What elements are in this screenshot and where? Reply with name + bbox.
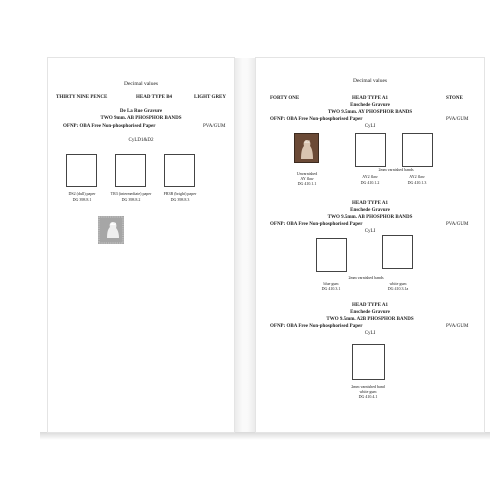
section-cylinder: CyLI: [364, 229, 376, 234]
group-label: 2mm varnished bands: [348, 275, 384, 280]
section-head-type: HEAD TYPE A1: [351, 96, 389, 101]
left-paper: OFNP: OBA Free Non-phosphorised Paper: [63, 124, 156, 129]
stamp-mount-box: [382, 235, 413, 269]
stamp-ref: DG 410.4.1: [358, 394, 378, 399]
left-printer: De La Rue Gravure: [119, 109, 163, 114]
right-color: STONE: [446, 96, 463, 101]
stamp-ref: DG 410.3.1: [321, 286, 341, 291]
left-cylinder: CyLD1&D2: [128, 138, 154, 143]
stamp-caption: AY2 flaw: [362, 174, 378, 179]
book-gutter: [234, 58, 256, 432]
stamp-caption: Unvarnished: [296, 171, 318, 176]
left-page-header: Decimal values: [123, 81, 159, 87]
section-head-type: HEAD TYPE A1: [351, 303, 389, 308]
left-gum: PVA/GUM: [203, 124, 226, 129]
stamp-mount-box: [316, 238, 347, 272]
stamp-ref: DG 410.3.1a: [387, 286, 409, 291]
left-color: LIGHT GREY: [194, 95, 226, 100]
right-page-header: Decimal values: [352, 78, 388, 84]
section-paper: OFNP: OBA Free Non-phosphorised Paper: [270, 222, 363, 227]
stamp-caption: FR3B (bright) paper: [163, 191, 197, 196]
page-shadow: [40, 432, 490, 440]
section-cylinder: CyLI: [364, 124, 376, 129]
stamp-ref: DG 398.8.1: [72, 197, 92, 202]
stamp-ref: DG 410.1.2: [360, 180, 380, 185]
grey-machin-stamp-image: [98, 216, 124, 244]
section-bands: TWO 9.5mm. A2B PHOSPHOR BANDS: [326, 317, 414, 322]
brown-machin-stamp-image: [294, 133, 319, 163]
section-paper: OFNP: OBA Free Non-phosphorised Paper: [270, 324, 363, 329]
stamp-mount-box: [115, 154, 146, 187]
right-value-title: FORTY ONE: [270, 96, 300, 101]
section-head-type: HEAD TYPE A1: [351, 201, 389, 206]
stamp-caption: TR3 (intermediate) paper: [110, 191, 152, 196]
section-cylinder: CyLI: [364, 331, 376, 336]
left-value-title: THIRTY NINE PENCE: [56, 95, 108, 100]
group-label: 2mm varnished bands: [378, 167, 414, 172]
stamp-caption: DS2 (dull) paper: [68, 191, 96, 196]
stamp-mount-box: [66, 154, 97, 187]
stamp-caption: blue gum: [323, 281, 339, 286]
section-gum: PVA/GUM: [446, 222, 469, 227]
stamp-mount-box: [164, 154, 195, 187]
queen-head-icon: [295, 134, 318, 162]
stamp-mount-box: [402, 133, 433, 167]
stamp-caption: white gum: [389, 281, 407, 286]
stamp-caption: 2mm varnished band: [351, 384, 385, 389]
section-gum: PVA/GUM: [446, 324, 469, 329]
section-bands: TWO 9.5mm. AB PHOSPHOR BANDS: [327, 215, 413, 220]
stamp-caption-secondary: AY flaw: [300, 176, 314, 181]
stamp-ref: DG 410.1.3: [407, 180, 427, 185]
left-head-type: HEAD TYPE B4: [136, 95, 173, 100]
stamp-ref: DG 410.1.1: [297, 181, 317, 186]
stamp-mount-box: [352, 344, 385, 380]
section-gum: PVA/GUM: [446, 117, 469, 122]
section-printer: Enschede Gravure: [350, 310, 390, 315]
left-bands: TWO 9mm. AB PHOSPHOR BANDS: [100, 116, 182, 121]
stamp-caption: AY2 flaw: [409, 174, 425, 179]
section-printer: Enschede Gravure: [350, 208, 390, 213]
section-bands: TWO 9.5mm. AY PHOSPHOR BANDS: [327, 110, 413, 115]
right-album-page: [256, 58, 484, 432]
section-paper: OFNP: OBA Free Non-phosphorised Paper: [270, 117, 363, 122]
left-album-page: [48, 58, 234, 432]
stamp-caption-secondary: white gum: [359, 389, 377, 394]
stamp-mount-box: [355, 133, 386, 167]
stamp-ref: DG 398.8.3: [170, 197, 190, 202]
stamp-ref: DG 398.8.2: [121, 197, 141, 202]
section-printer: Enschede Gravure: [350, 103, 390, 108]
